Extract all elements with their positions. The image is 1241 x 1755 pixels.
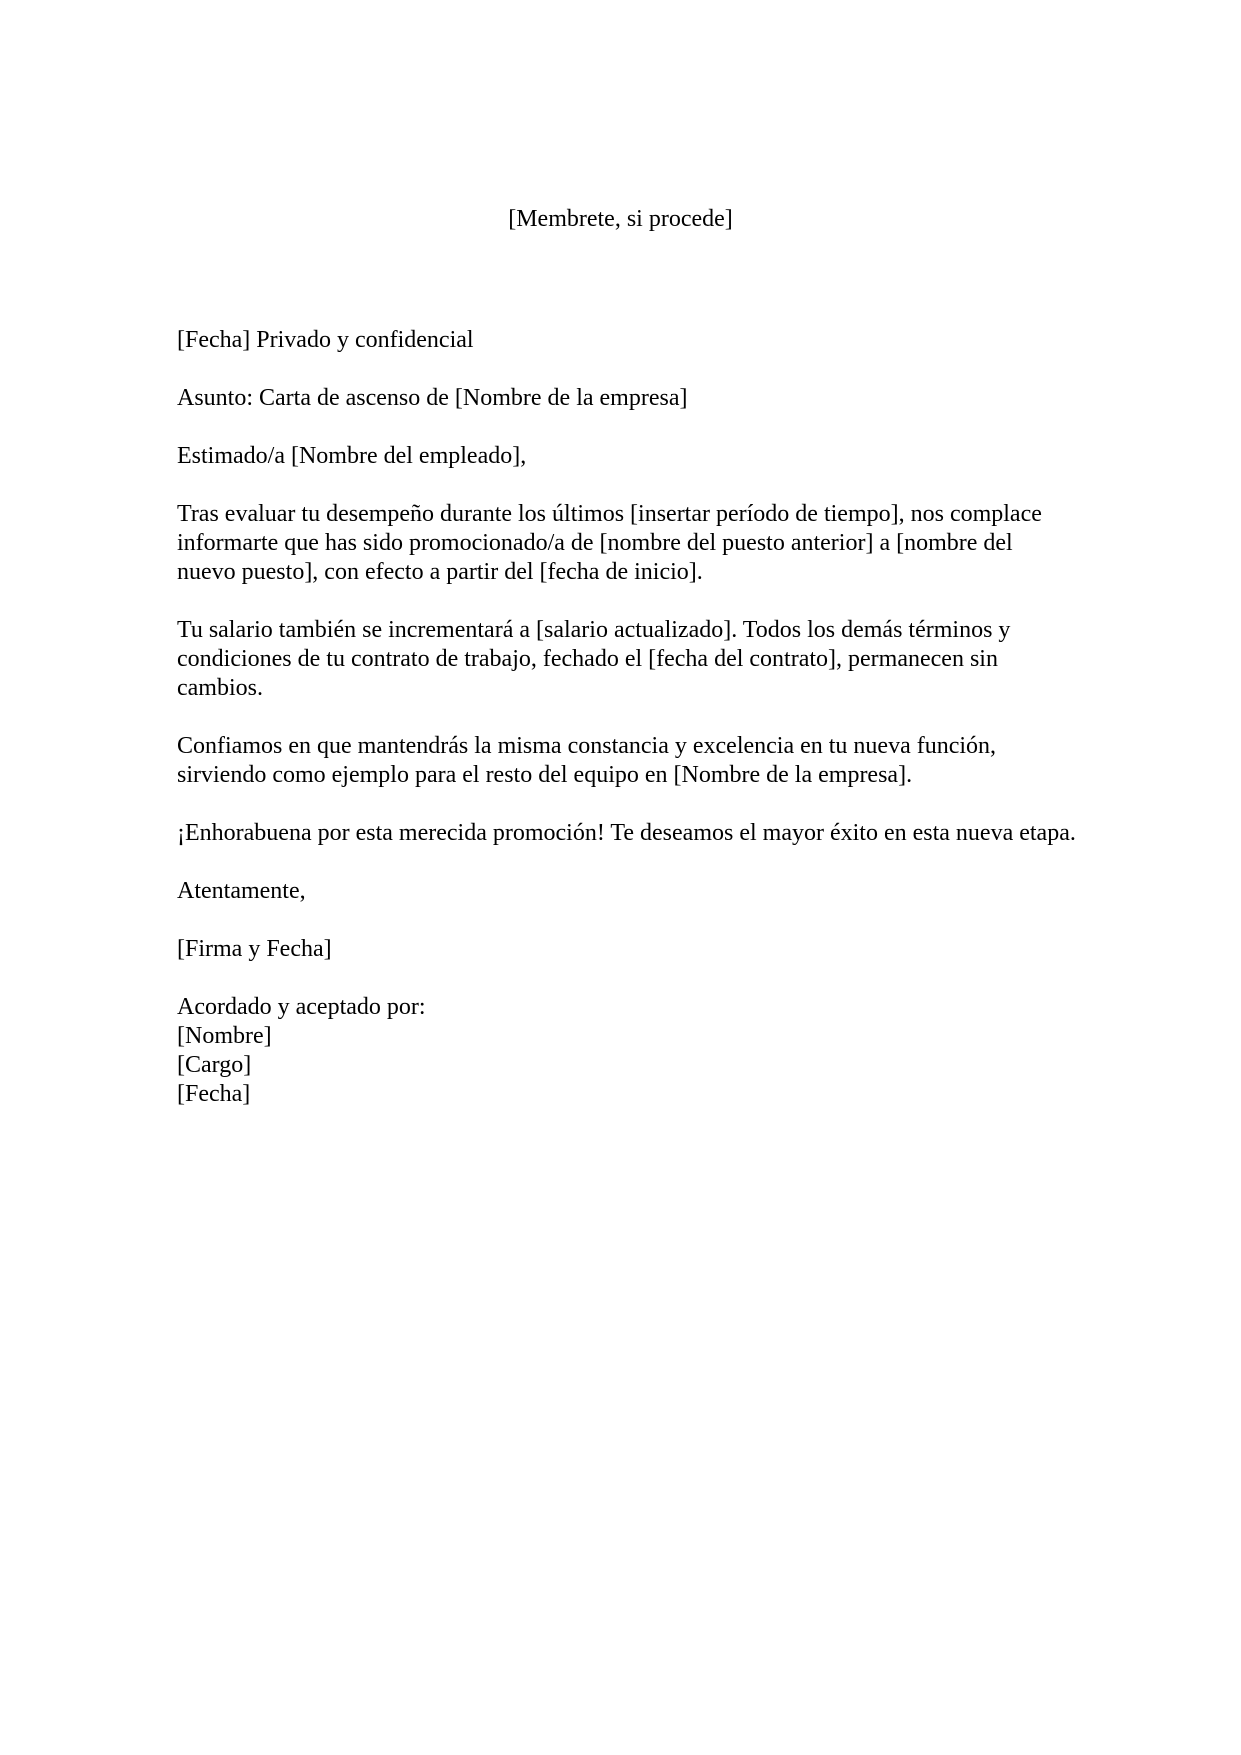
subject-line: Asunto: Carta de ascenso de [Nombre de la empresa] [177, 385, 688, 411]
date-line: [Fecha] Privado y confidencial [177, 327, 474, 353]
signature-placeholder: [Firma y Fecha] [177, 936, 332, 962]
paragraph-congratulations: ¡Enhorabuena por esta merecida promoción! Te deseamos el mayor éxito en esta nueva etapa. [177, 820, 1076, 846]
greeting: Estimado/a [Nombre del empleado], [177, 443, 527, 469]
paragraph-salary: Tu salario también se incrementará a [salario actualizado]. Todos los demás términos y condiciones de tu contrato de trabajo, fechado el [fecha del contrato], permanecen sin cambios. [177, 617, 1011, 701]
closing: Atentamente, [177, 878, 306, 904]
letter-body [177, 326, 1077, 1109]
acceptance-name: [Nombre] [177, 1023, 272, 1049]
letterhead: [Membrete, si procede] [508, 206, 733, 232]
acceptance-heading: Acordado y aceptado por: [177, 994, 426, 1020]
acceptance-position: [Cargo] [177, 1052, 252, 1078]
acceptance-date: [Fecha] [177, 1081, 251, 1107]
paragraph-confidence: Confiamos en que mantendrás la misma constancia y excelencia en tu nueva función, sirviendo como ejemplo para el resto del equipo en [Nombre de la empresa]. [177, 733, 997, 788]
paragraph-promotion: Tras evaluar tu desempeño durante los últimos [insertar período de tiempo], nos complace informarte que has sido promocionado/a de [nombre del puesto anterior] a [nombre del nuevo puesto], con efecto a partir del [fecha de inicio]. [177, 501, 1042, 585]
